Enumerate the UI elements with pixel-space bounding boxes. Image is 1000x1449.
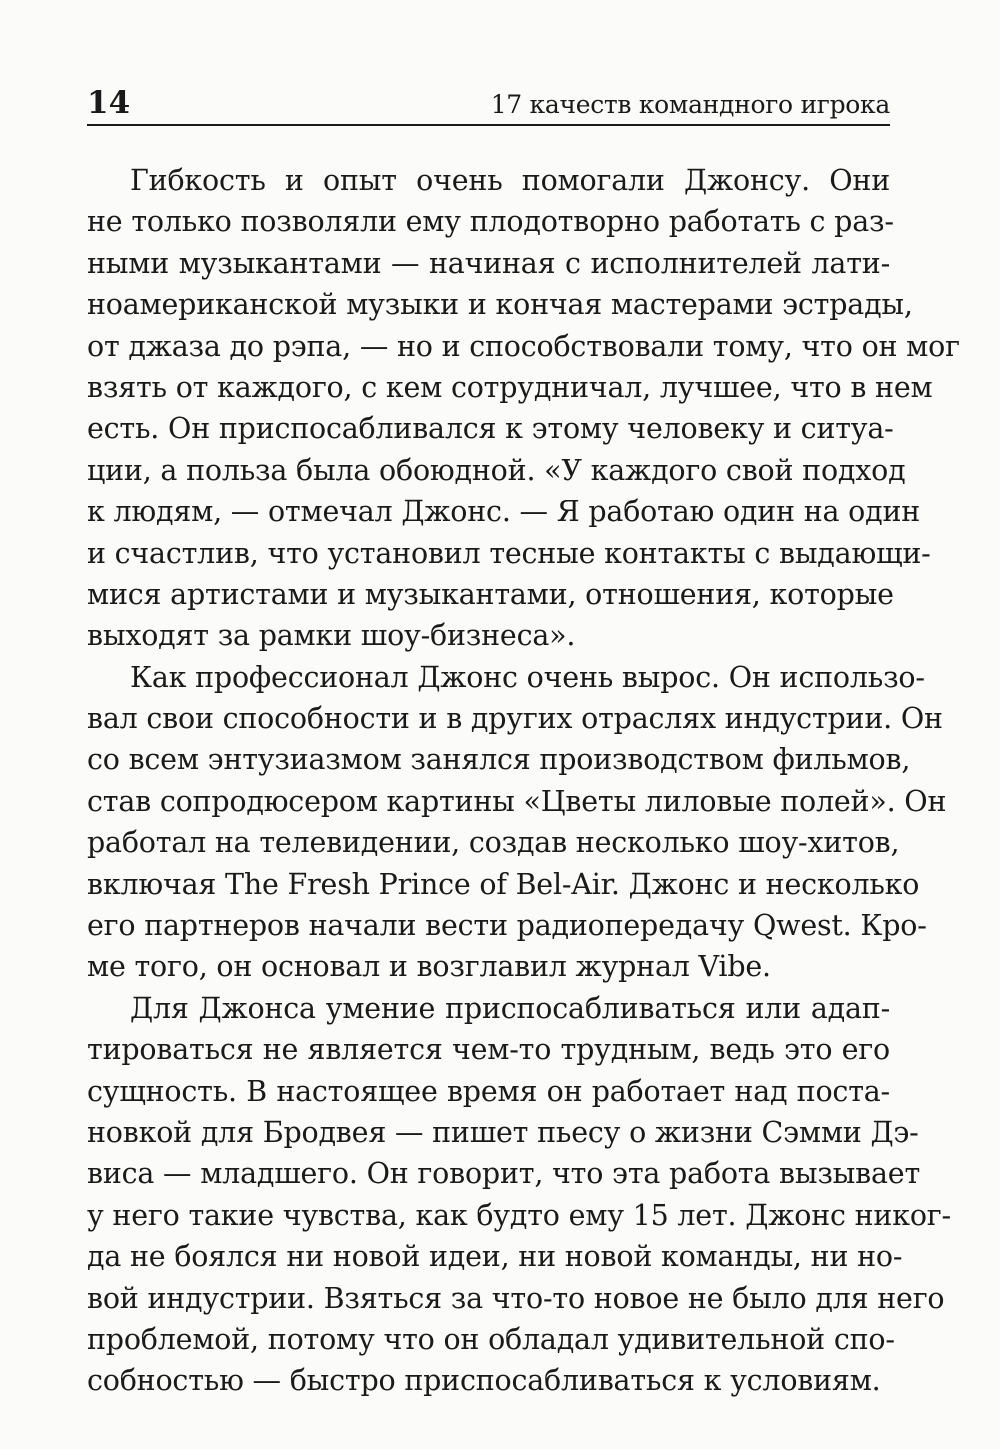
text-line: Как профессионал Джонс очень вырос. Он использо-	[130, 660, 925, 694]
text-line: включая The Fresh Prince of Bel-Air. Джонс и несколько	[87, 867, 920, 901]
text-line: не только позволяли ему плодотворно работать с раз-	[87, 205, 894, 239]
text-line: со всем энтузиазмом занялся производством фильмов,	[87, 743, 911, 777]
page-header	[87, 84, 890, 126]
text-line: сущность. В настоящее время он работает над поста-	[87, 1074, 890, 1108]
text-line: ными музыкантами — начиная с исполнителей лати-	[87, 246, 890, 280]
text-line: взять от каждого, с кем сотрудничал, лучшее, что в нем	[87, 370, 933, 404]
text-line: став сопродюсером картины «Цветы лиловые полей». Он	[87, 784, 947, 818]
paragraph	[87, 160, 960, 657]
text-line: и счастлив, что установил тесные контакты с выдающи-	[87, 536, 931, 570]
text-line: тироваться не является чем-то трудным, ведь это его	[87, 1033, 890, 1067]
text-line: проблемой, потому что он обладал удивительной спо-	[87, 1322, 895, 1356]
text-line: да не боялся ни новой идеи, ни новой команды, ни но-	[87, 1240, 903, 1274]
text-line: ции, а польза была обоюдной. «У каждого свой подход	[87, 453, 906, 487]
text-line: новкой для Бродвея — пишет пьесу о жизни Сэмми Дэ-	[87, 1115, 919, 1149]
text-line: от джаза до рэпа, — но и способствовали тому, что он мог	[87, 329, 960, 363]
body-text	[87, 160, 960, 1402]
paragraph	[87, 657, 947, 988]
text-line: выходят за рамки шоу-бизнеса».	[87, 619, 576, 653]
text-line: вой индустрии. Взяться за что-то новое не было для него	[87, 1281, 945, 1315]
page-number: 14	[87, 85, 131, 121]
running-title: 17 качеств командного игрока	[490, 90, 890, 119]
text-line: работал на телевидении, создав несколько шоу-хитов,	[87, 826, 900, 860]
paragraph	[87, 988, 951, 1402]
text-line: к людям, — отмечал Джонс. — Я работаю один на один	[87, 495, 921, 529]
text-line: есть. Он приспосабливался к этому человеку и ситуа-	[87, 412, 894, 446]
text-line: ме того, он основал и возглавил журнал Vibe.	[87, 950, 771, 984]
text-line: вал свои способности и в других отраслях индустрии. Он	[87, 702, 943, 736]
text-line: у него такие чувства, как будто ему 15 лет. Джонс никог-	[87, 1198, 951, 1232]
text-line: собностью — быстро приспосабливаться к условиям.	[87, 1364, 881, 1398]
text-line: Для Джонса умение приспосабливаться или адап-	[130, 991, 890, 1025]
text-line: ноамериканской музыки и кончая мастерами эстрады,	[87, 288, 913, 322]
text-line: виса — младшего. Он говорит, что эта работа вызывает	[87, 1157, 921, 1191]
text-line: Гибкость и опыт очень помогали Джонсу. Они	[130, 164, 890, 197]
text-line: его партнеров начали вести радиопередачу Qwest. Кро-	[87, 909, 927, 943]
text-line: мися артистами и музыкантами, отношения, которые	[87, 577, 894, 611]
